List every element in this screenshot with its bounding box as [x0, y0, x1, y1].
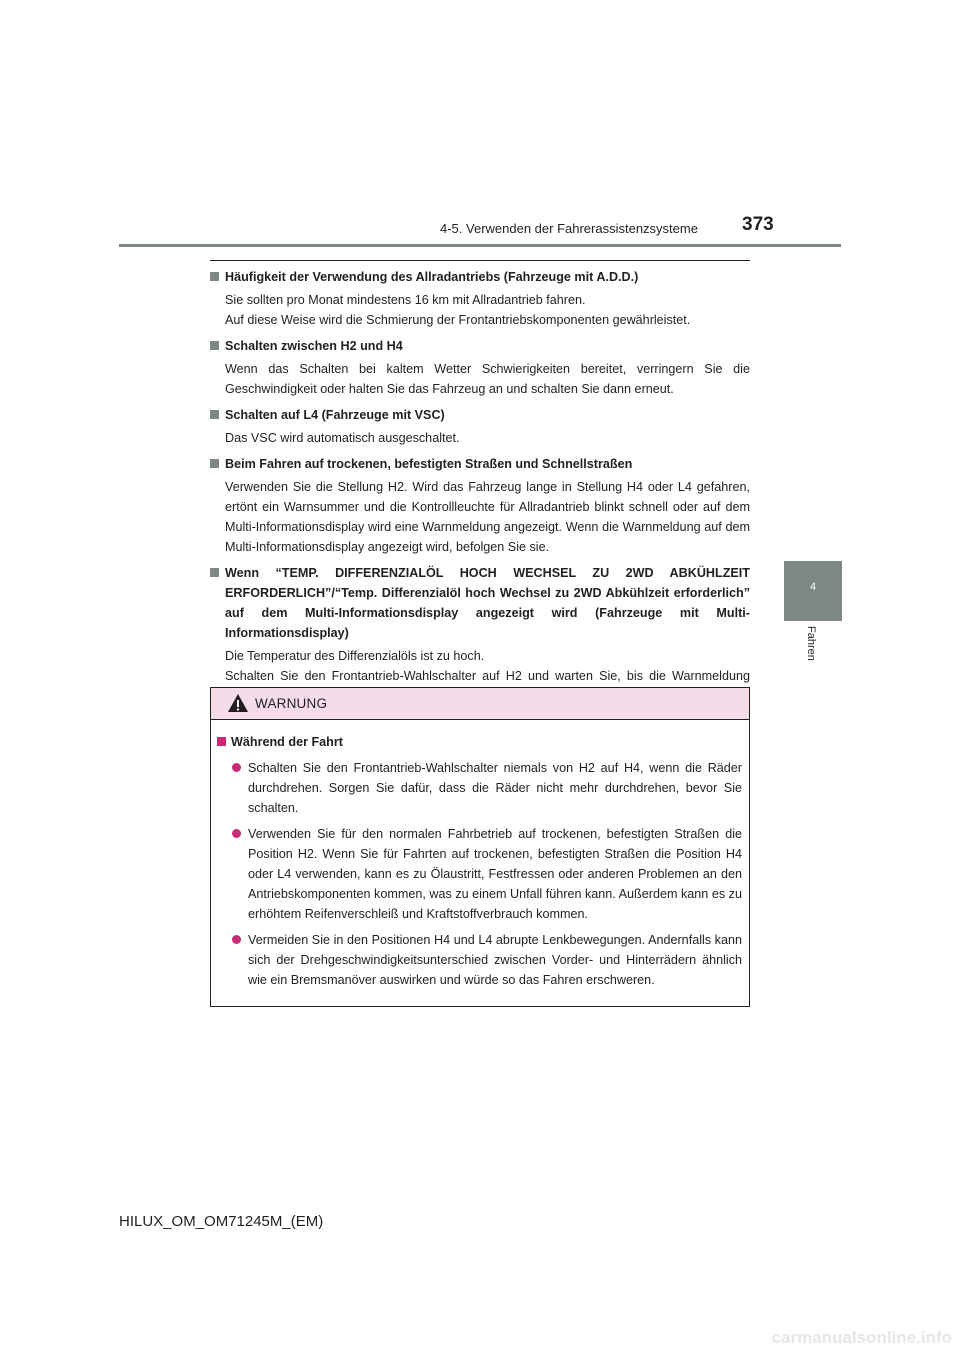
warning-bullet [217, 824, 742, 924]
bullet-dot-icon [232, 935, 241, 944]
chapter-tab [784, 561, 842, 621]
warning-title: WARNUNG [255, 696, 328, 711]
item-title: Schalten auf L4 (Fahrzeuge mit VSC) [210, 405, 750, 425]
warning-bullet [217, 930, 742, 990]
info-item [210, 454, 750, 557]
item-body: Das VSC wird automatisch ausgeschaltet. [225, 431, 460, 445]
bullet-dot-icon [232, 829, 241, 838]
bullet-text: Verwenden Sie für den normalen Fahrbetrieb auf trockenen, befestigten Straßen die Position H2. Wenn Sie für Fahrten auf trockenen, befestigten Straßen die Position H4 oder L4 verwenden, kann es zu Ölaustritt, Festfressen oder anderen Problemen an den Antriebskomponenten kommen, was zu einem Unfall führen kann. Außerdem kann es zu erhöhtem Reifenverschleiß und Kraftstoffverbrauch kommen. [248, 827, 742, 921]
info-item [210, 336, 750, 399]
item-body: Die Temperatur des Differenzialöls ist zu hoch. Schalten Sie den Frontantrieb-Wahlschalter auf H2 und warten Sie, bis die Warnmeldung [225, 649, 750, 683]
bullet-text: Schalten Sie den Frontantrieb-Wahlschalter niemals von H2 auf H4, wenn die Räder durchdrehen. Sorgen Sie dafür, dass die Räder nicht mehr durchdrehen, bevor Sie schalten. [248, 761, 742, 815]
content-divider [210, 260, 750, 261]
item-title: Häufigkeit der Verwendung des Allradantriebs (Fahrzeuge mit A.D.D.) [210, 267, 750, 287]
item-title: Wenn “TEMP. DIFFERENZIALÖL HOCH WECHSEL ZU 2WD ABKÜHLZEIT ERFORDERLICH”/“Temp. Differenzialöl hoch Wechsel zu 2WD Abkühlzeit erforderlich” auf dem Multi-Informationsdisplay angezeigt wird (Fahrzeuge mit Multi-Informationsdisplay) [210, 563, 750, 643]
page-number: 373 [742, 214, 774, 235]
warning-bullet [217, 758, 742, 818]
item-body: Wenn das Schalten bei kaltem Wetter Schwierigkeiten bereitet, verringern Sie die Geschwindigkeit oder halten Sie das Fahrzeug an und schalten Sie dann erneut. [225, 362, 750, 396]
warning-subtitle: Während der Fahrt [217, 732, 742, 752]
info-item [210, 267, 750, 330]
section-title: 4-5. Verwenden der Fahrerassistenzsysteme [440, 221, 698, 236]
warning-header [211, 688, 749, 720]
header-divider [119, 244, 841, 247]
item-title: Beim Fahren auf trockenen, befestigten Straßen und Schnellstraßen [210, 454, 750, 474]
item-body: Sie sollten pro Monat mindestens 16 km mit Allradantrieb fahren. Auf diese Weise wird die Schmierung der Frontantriebskomponenten gewährleistet. [225, 293, 691, 327]
bullet-text: Vermeiden Sie in den Positionen H4 und L4 abrupte Lenkbewegungen. Andernfalls kann sich der Drehgeschwindigkeitsunterschied zwischen Vorder- und Hinterrädern ähnlich wie ein Bremsmanöver auswirken und würde so das Fahren erschweren. [248, 933, 742, 987]
main-content [210, 260, 750, 712]
item-body: Verwenden Sie die Stellung H2. Wird das Fahrzeug lange in Stellung H4 oder L4 gefahren, ertönt ein Warnsummer und die Kontrollleuchte für Allradantrieb blinkt schnell oder auf dem Multi-Informationsdisplay wird eine Warnmeldung angezeigt. Wenn die Warnmeldung auf dem Multi-Informationsdisplay angezeigt wird, befolgen Sie sie. [225, 480, 750, 554]
item-title: Schalten zwischen H2 und H4 [210, 336, 750, 356]
chapter-number: 4 [809, 581, 817, 593]
chapter-label: Fahren [805, 626, 817, 661]
warning-content [211, 720, 749, 990]
site-watermark: carmanualsonline.info [771, 1328, 952, 1347]
warning-triangle-icon [227, 693, 249, 713]
info-item [210, 563, 750, 706]
info-item [210, 405, 750, 448]
warning-box [210, 687, 750, 1007]
bullet-dot-icon [232, 763, 241, 772]
document-id: HILUX_OM_OM71245M_(EM) [119, 1213, 324, 1230]
